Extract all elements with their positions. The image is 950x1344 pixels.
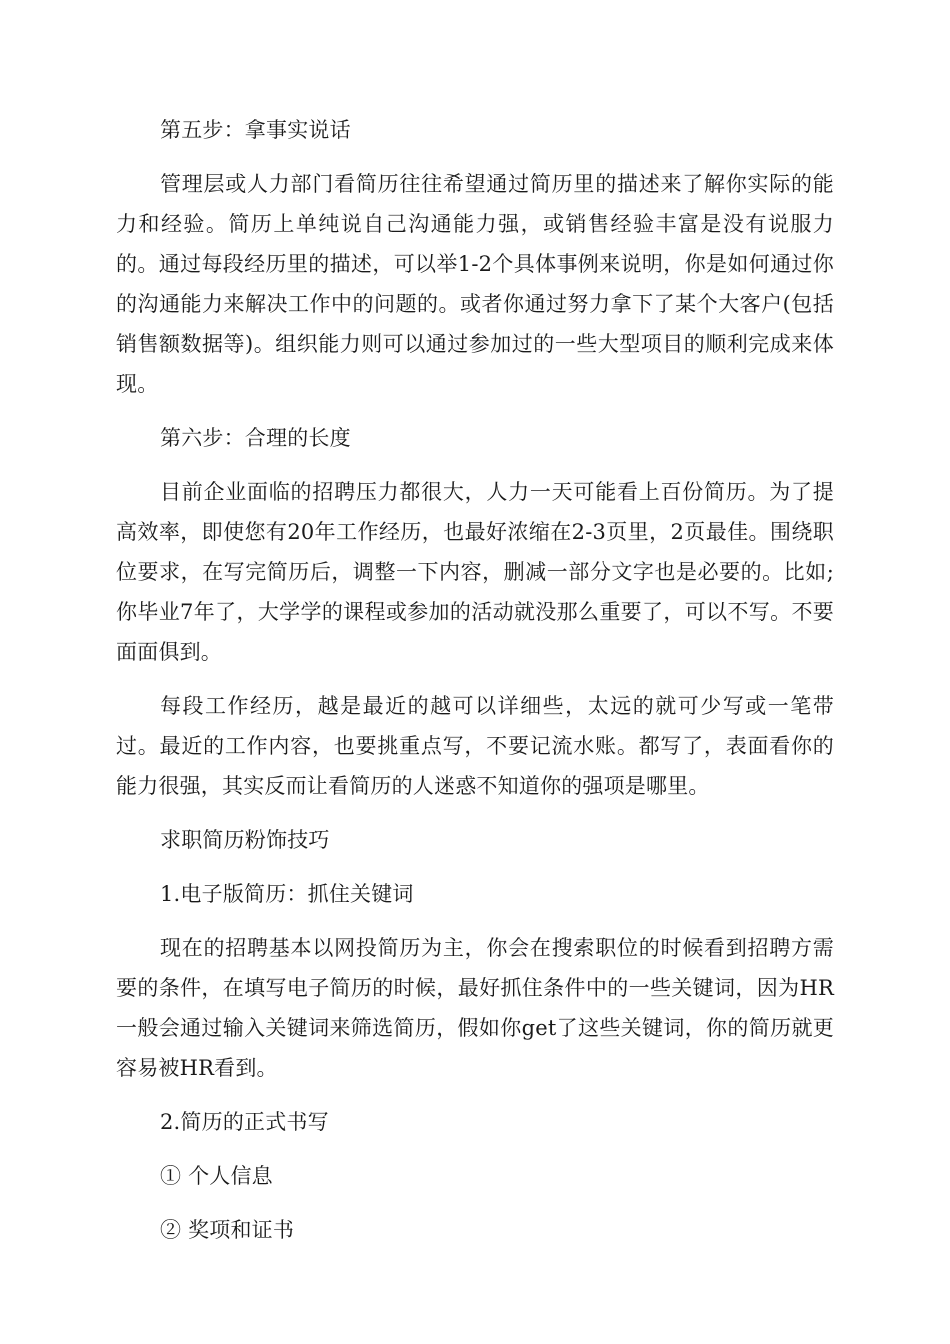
subheading-keywords: 1.电子版简历：抓住关键词 bbox=[160, 882, 414, 906]
document-page bbox=[116, 110, 834, 1264]
paragraph-step6-body: 目前企业面临的招聘压力都很大，人力一天可能看上百份简历。为了提高效率，即使您有20年工作经历，也最好浓缩在2-3页里，2页最佳。围绕职位要求，在写完简历后，调整一下内容，删减一部分文字也是必要的。比如;你毕业7年了，大学学的课程或参加的活动就没那么重要了，可以不写。不要面面俱到。 bbox=[116, 480, 834, 664]
section-heading-tips: 求职简历粉饰技巧 bbox=[160, 828, 330, 852]
list-item-awards: ② 奖项和证书 bbox=[160, 1218, 295, 1242]
section-heading-step5: 第五步：拿事实说话 bbox=[160, 118, 351, 142]
subheading-formal-writing: 2.简历的正式书写 bbox=[160, 1110, 329, 1134]
section-heading-step6: 第六步：合理的长度 bbox=[160, 426, 351, 450]
list-item-personal-info: ① 个人信息 bbox=[160, 1164, 273, 1188]
paragraph-work-history: 每段工作经历，越是最近的越可以详细些，太远的就可少写或一笔带过。最近的工作内容，也要挑重点写，不要记流水账。都写了，表面看你的能力很强，其实反而让看简历的人迷惑不知道你的强项是哪里。 bbox=[116, 694, 834, 798]
paragraph-keywords-body: 现在的招聘基本以网投简历为主，你会在搜索职位的时候看到招聘方需要的条件，在填写电子简历的时候，最好抓住条件中的一些关键词，因为HR一般会通过输入关键词来筛选简历，假如你get了这些关键词，你的简历就更容易被HR看到。 bbox=[116, 936, 834, 1080]
paragraph-step5-body: 管理层或人力部门看简历往往希望通过简历里的描述来了解你实际的能力和经验。简历上单纯说自己沟通能力强，或销售经验丰富是没有说服力的。通过每段经历里的描述，可以举1-2个具体事例来说明，你是如何通过你的沟通能力来解决工作中的问题的。或者你通过努力拿下了某个大客户(包括销售额数据等)。组织能力则可以通过参加过的一些大型项目的顺利完成来体现。 bbox=[116, 172, 834, 396]
